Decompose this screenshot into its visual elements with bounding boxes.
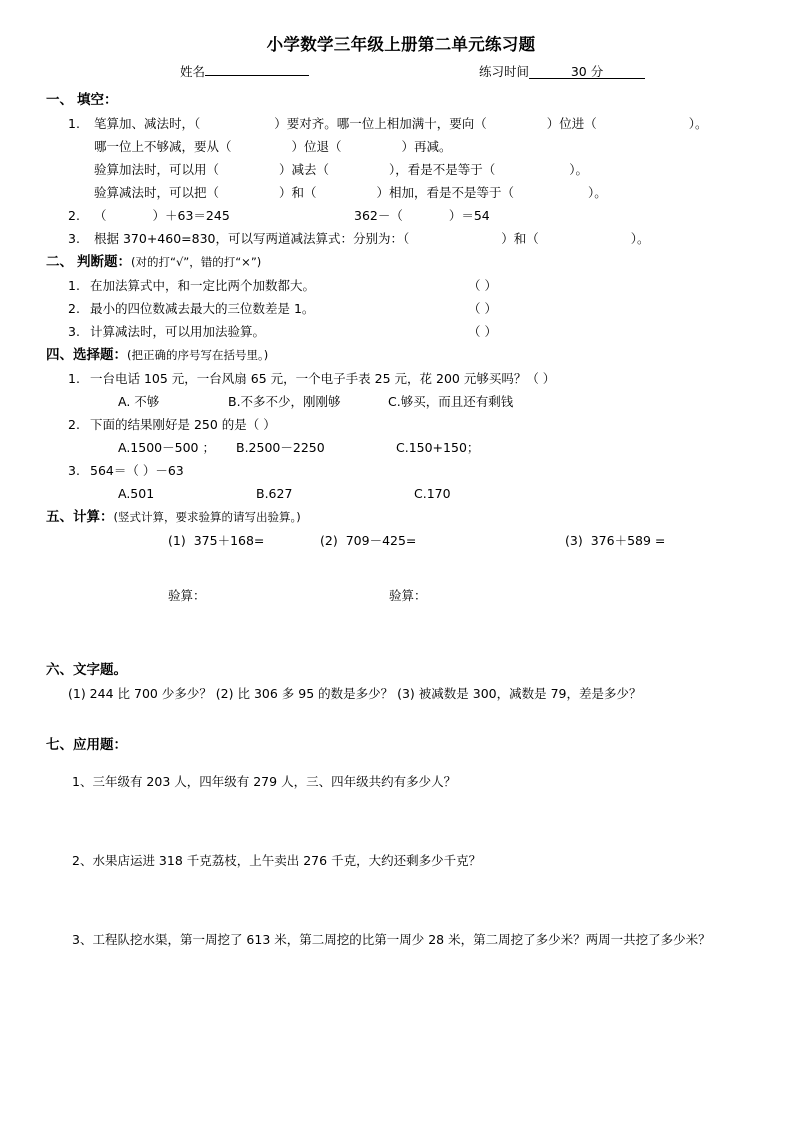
section-truefalse-hint: (对的打“√”，错的打“×”) <box>131 255 262 269</box>
truefalse-item-answer[interactable]: （ ） <box>468 324 497 339</box>
choice-option[interactable]: B.2500－2250 <box>236 440 325 455</box>
calc-problem-1-number: (1) <box>168 533 186 548</box>
choice-q1-text: 一台电话 105 元，一台风扇 65 元，一个电子手表 25 元，花 200 元够买吗？（ ） <box>90 371 556 386</box>
choice-q3-text: 564＝（ ）－63 <box>90 463 184 478</box>
choice-q2-text: 下面的结果刚好是 250 的是（ ） <box>90 417 276 432</box>
answer-space-app-1 <box>46 794 756 848</box>
word-problems-line: (1) 244 比 700 少多少？ (2) 比 306 多 95 的数是多少？ (3) 被减数是 300，减数是 79，差是多少？ <box>68 686 642 701</box>
choice-option[interactable]: C.150+150； <box>396 440 480 455</box>
meta-row <box>46 62 756 82</box>
app-gap-1 <box>46 757 756 769</box>
section-calc-hint: (竖式计算，要求验算的请写出验算。) <box>113 510 301 524</box>
truefalse-item-text <box>68 297 468 320</box>
fill-q2-right-a: 362－（ <box>354 208 403 223</box>
answer-space-word <box>46 705 756 731</box>
truefalse-item-statement: 在加法算式中，和一定比两个加数都大。 <box>90 278 316 293</box>
calc-problem-2-expr[interactable]: 709－425= <box>345 533 417 548</box>
fill-q1-line3-d: ）。 <box>569 162 589 177</box>
choice-q2-stem <box>46 413 756 436</box>
calc-problem-3-expr[interactable]: 376＋589 = <box>590 533 666 548</box>
fill-q2-right <box>354 204 490 227</box>
section-calc-number: 五、 <box>46 509 73 525</box>
truefalse-item-answer[interactable]: （ ） <box>468 278 497 293</box>
section-heading-app: 七、应用题： <box>46 737 127 753</box>
truefalse-item-statement: 最小的四位数减去最大的三位数差是 1。 <box>90 301 315 316</box>
fill-q2 <box>46 204 756 227</box>
section-fill-label: 填空： <box>77 92 118 108</box>
choice-option[interactable]: B.627 <box>256 486 293 501</box>
section-heading-choice <box>46 345 756 366</box>
section-heading-truefalse <box>46 252 756 273</box>
fill-q1-line1-d: ）。 <box>688 116 708 131</box>
fill-q1-line2-c: ）再减。 <box>401 139 452 154</box>
fill-q3-c: ）。 <box>630 231 650 246</box>
fill-q1-line3-a: 验算加法时，可以用（ <box>94 162 220 177</box>
fill-q1-line4-c: ）相加，看是不是等于（ <box>376 185 515 200</box>
verify-label-1: 验算： <box>168 588 206 603</box>
truefalse-item-number: 1. <box>68 278 80 293</box>
fill-q2-left-a: （ <box>94 208 107 223</box>
fill-q3 <box>46 227 756 250</box>
fill-q1-line4-d: ）。 <box>588 185 607 200</box>
choice-option[interactable]: C.170 <box>414 486 451 501</box>
app-problem-1: 1、三年级有 203 人，四年级有 279 人，三、四年级共约有多少人？ <box>72 774 457 789</box>
choice-option[interactable]: A. 不够 <box>118 394 160 409</box>
section-calc-label: 计算： <box>73 509 114 525</box>
fill-q1-line3 <box>46 158 756 181</box>
fill-q1-line2 <box>46 135 756 158</box>
fill-q2-left <box>68 204 354 227</box>
choice-option[interactable]: A.501 <box>118 486 155 501</box>
practice-time-label: 练习时间 <box>479 64 530 79</box>
fill-q1-line4-b: ）和（ <box>279 185 317 200</box>
fill-q1-line4-a: 验算减法时，可以把（ <box>94 185 220 200</box>
fill-q3-a: 根据 370+460=830，可以写两道减法算式：分别为：（ <box>94 231 410 246</box>
choice-q2-number: 2. <box>68 417 80 432</box>
truefalse-item <box>46 297 756 320</box>
choice-q2-options <box>46 436 756 459</box>
fill-q1-line1 <box>46 112 756 135</box>
section-choice-hint: (把正确的序号写在括号里。) <box>127 348 269 362</box>
choice-option[interactable]: B.不多不少，刚刚够 <box>228 394 341 409</box>
section-choice-label: 选择题： <box>73 347 127 363</box>
choice-q3-number: 3. <box>68 463 80 478</box>
fill-q1-line4 <box>46 181 756 204</box>
fill-q1-number: 1. <box>68 116 80 131</box>
fill-q2-number: 2. <box>68 208 80 223</box>
calc-problem-2-number: (2) <box>320 533 338 548</box>
section-choice-number: 四、 <box>46 347 73 363</box>
section-truefalse-number: 二、 <box>46 254 73 270</box>
truefalse-item-number: 2. <box>68 301 80 316</box>
section-heading-fill <box>46 90 756 111</box>
app-problem-2: 2、水果店运进 318 千克荔枝，上午卖出 276 千克，大约还剩多少千克？ <box>72 853 482 868</box>
calc-problem-3-number: (3) <box>565 533 583 548</box>
truefalse-item <box>46 320 756 343</box>
name-label: 姓名 <box>180 64 206 79</box>
truefalse-item-text <box>68 274 468 297</box>
truefalse-item <box>46 274 756 297</box>
section-truefalse-label: 判断题： <box>77 254 131 270</box>
calc-problem-1 <box>168 529 264 552</box>
truefalse-item-text <box>68 320 468 343</box>
fill-q1-line3-c: ），看是不是等于（ <box>389 162 496 177</box>
page-content <box>46 34 756 952</box>
fill-q1-line2-a: 哪一位上不够减，要从（ <box>94 139 232 154</box>
truefalse-item-answer[interactable]: （ ） <box>468 301 497 316</box>
calc-problem-2 <box>320 529 416 552</box>
choice-q1-number: 1. <box>68 371 80 386</box>
answer-space-calc <box>46 608 756 656</box>
choice-q3-options <box>46 482 756 505</box>
name-input-rule[interactable] <box>205 62 309 76</box>
choice-option[interactable]: C.够买，而且还有剩钱 <box>388 394 514 409</box>
fill-q1-line1-a: 笔算加、减法时，（ <box>94 116 201 131</box>
section-heading-word: 六、文字题。 <box>46 662 127 678</box>
fill-q2-left-b: ）＋63＝245 <box>152 208 230 223</box>
fill-q1-line3-b: ）减去（ <box>279 162 330 177</box>
section-heading-calc <box>46 507 756 528</box>
fill-q3-number: 3. <box>68 231 80 246</box>
answer-space-app-2 <box>46 873 756 927</box>
fill-q1-line1-c: ）位进（ <box>546 116 597 131</box>
practice-time-value[interactable]: 30 分 <box>529 65 645 79</box>
choice-q1-stem <box>46 367 756 390</box>
fill-q1-line1-b: ）要对齐。哪一位上相加满十，要向（ <box>274 116 487 131</box>
calc-problem-1-expr[interactable]: 375＋168= <box>193 533 265 548</box>
verify-label-2: 验算： <box>389 588 427 603</box>
choice-option[interactable]: A.1500－500 ； <box>118 440 215 455</box>
calc-problem-row <box>46 529 756 555</box>
fill-q2-right-b: ）＝54 <box>448 208 490 223</box>
truefalse-item-statement: 计算减法时，可以用加法验算。 <box>90 324 266 339</box>
fill-q1-line2-b: ）位退（ <box>291 139 342 154</box>
choice-q1-options <box>46 390 756 413</box>
app-problem-3: 3、工程队挖水渠，第一周挖了 613 米，第二周挖的比第一周少 28 米，第二周挖了多少米？两周一共挖了多少米？ <box>72 932 711 947</box>
truefalse-item-number: 3. <box>68 324 80 339</box>
calc-problem-3 <box>565 529 665 552</box>
page-title: 小学数学三年级上册第二单元练习题 <box>266 35 536 54</box>
fill-q3-b: ）和（ <box>501 231 539 246</box>
verify-row <box>46 584 756 608</box>
choice-q3-stem <box>46 459 756 482</box>
section-fill-number: 一、 <box>46 92 73 108</box>
